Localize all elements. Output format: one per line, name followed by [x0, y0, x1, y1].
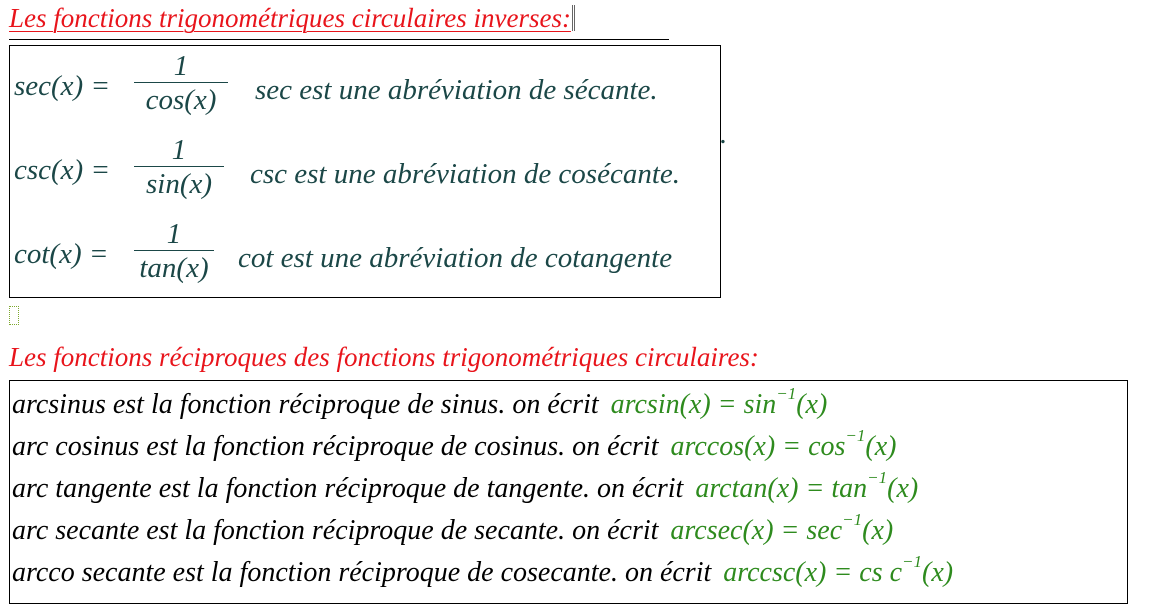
fraction: [134, 134, 224, 201]
fraction-denominator: tan(x): [139, 252, 209, 284]
formula-lhs: arctan(x) = tan: [695, 473, 868, 504]
reciprocal-formula: [695, 468, 919, 504]
definition-row-csc: [10, 130, 720, 210]
trailing-period: .: [720, 118, 728, 150]
heading-text: Les fonctions trigonométriques circulaires inverses:: [9, 3, 571, 33]
formula-exponent: −1: [842, 510, 863, 529]
definition-description: csc est une abréviation de cosécante.: [250, 158, 681, 190]
formula-rhs: (x): [796, 389, 828, 420]
reciprocal-line-arccos: [12, 426, 897, 473]
text-cursor-marker: [572, 5, 575, 31]
formula-exponent: −1: [902, 552, 923, 571]
formula-lhs: arcsin(x) = sin: [610, 389, 777, 420]
definition-description: sec est une abréviation de sécante.: [255, 74, 658, 106]
reciprocal-formula: [610, 384, 828, 420]
definitions-box: [9, 45, 721, 298]
formula-exponent: −1: [845, 426, 866, 445]
definition-row-cot: [10, 214, 720, 294]
reciprocal-line-arcsec: [12, 510, 894, 557]
reciprocal-text: arc cosinus est la fonction réciproque de cosinus. on écrit: [12, 431, 659, 462]
empty-placeholder[interactable]: [9, 306, 19, 325]
fraction: [134, 50, 228, 117]
formula-rhs: (x): [887, 473, 919, 504]
fraction-denominator: sin(x): [145, 168, 213, 200]
reciprocal-line-arcsin: [12, 384, 828, 431]
formula-rhs: (x): [862, 515, 894, 546]
reciprocal-line-arccsc: [12, 552, 954, 599]
formula-rhs: (x): [922, 557, 954, 588]
reciprocal-formula: [723, 552, 954, 588]
formula-exponent: −1: [776, 384, 797, 403]
reciprocal-text: arc tangente est la fonction réciproque de tangente. on écrit: [12, 473, 684, 504]
equation-lhs: cot(x) =: [14, 238, 109, 270]
reciprocal-text: arc secante est la fonction réciproque de secante. on écrit: [12, 515, 659, 546]
reciprocal-text: arcco secante est la fonction réciproque de cosecante. on écrit: [12, 557, 712, 588]
formula-exponent: −1: [867, 468, 888, 487]
formula-lhs: arcsec(x) = sec: [670, 515, 843, 546]
fraction-numerator: 1: [171, 134, 187, 166]
equation-lhs: sec(x) =: [14, 70, 111, 102]
formula-lhs: arccos(x) = cos: [670, 431, 846, 462]
section-heading-inverse-functions: [9, 2, 575, 34]
reciprocal-formula: [670, 510, 894, 546]
fraction-numerator: 1: [173, 50, 189, 82]
definition-description: cot est une abréviation de cotangente: [238, 242, 673, 274]
equation-lhs: csc(x) =: [14, 154, 111, 186]
fraction-numerator: 1: [166, 218, 182, 250]
fraction-denominator: cos(x): [145, 84, 217, 116]
reciprocals-box: [9, 380, 1128, 604]
formula-rhs: (x): [865, 431, 897, 462]
reciprocal-formula: [670, 426, 897, 462]
heading-divider: [9, 39, 669, 40]
definition-row-sec: [10, 46, 720, 126]
reciprocal-text: arcsinus est la fonction réciproque de sinus. on écrit: [12, 389, 599, 420]
section-heading-reciprocal-functions: Les fonctions réciproques des fonctions trigonométriques circulaires:: [9, 342, 759, 372]
formula-lhs: arccsc(x) = cs c: [723, 557, 903, 588]
reciprocal-line-arctan: [12, 468, 919, 515]
fraction: [134, 218, 214, 285]
